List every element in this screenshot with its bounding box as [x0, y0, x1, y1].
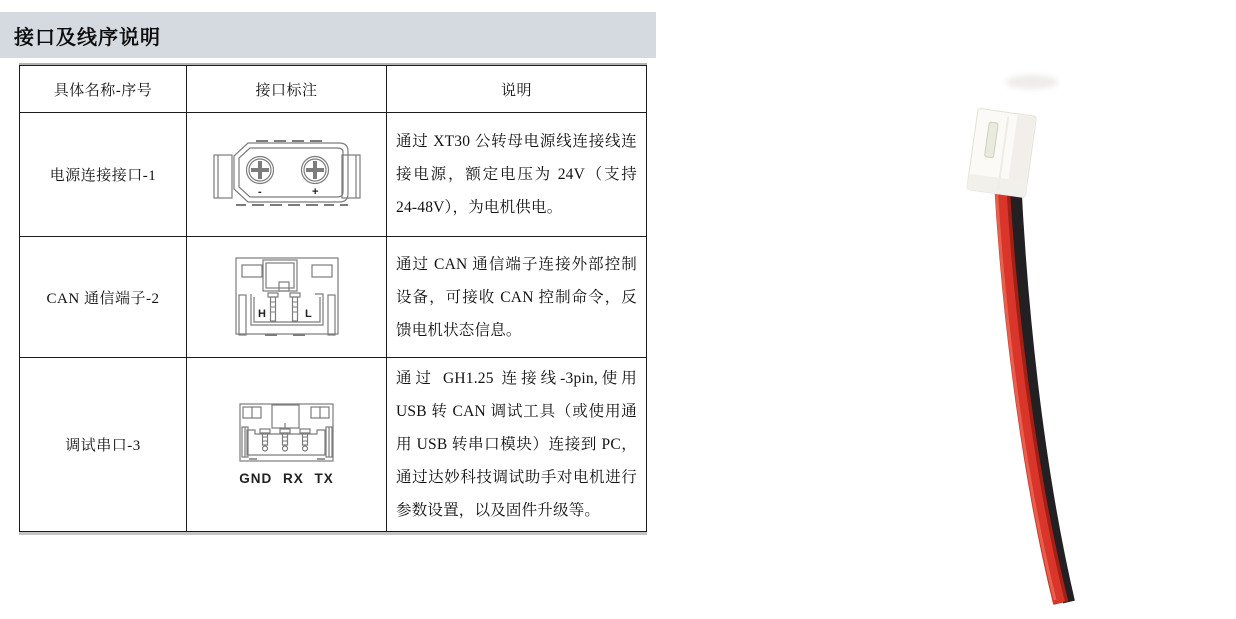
col-header-marking: 接口标注 [187, 66, 387, 113]
pin-label-minus: - [257, 185, 262, 198]
interface-name: 电源连接接口-1 [20, 113, 187, 237]
pin-caption-gnd-rx-tx: GND RX TX [239, 471, 334, 486]
pin-label-can-h: H [257, 308, 266, 320]
pin-label-can-l: L [304, 308, 312, 320]
section-title: 接口及线序说明 [14, 26, 161, 49]
diagram-cell [187, 358, 387, 532]
can-connector-diagram [235, 257, 339, 337]
interface-description: 通过 CAN 通信端子连接外部控制设备，可接收 CAN 控制命令，反馈电机状态信息。 [387, 237, 647, 358]
interface-description: 通过 XT30 公转母电源线连接线连接电源，额定电压为 24V（支持24-48V），为电机供电。 [387, 113, 647, 237]
photo-smudge [1006, 75, 1058, 89]
table-row-can [20, 237, 647, 358]
xt30-connector-diagram [212, 139, 362, 211]
diagram-cell [187, 113, 387, 237]
table-row-debug-serial [20, 358, 647, 532]
connector-photo [900, 0, 1236, 619]
interface-name: CAN 通信端子-2 [20, 237, 187, 358]
connector-housing [967, 108, 1037, 197]
diagram-cell [187, 237, 387, 358]
table-header-row [20, 66, 647, 113]
interface-name: 调试串口-3 [20, 358, 187, 532]
section-title-bar [0, 12, 656, 58]
interface-table [19, 65, 647, 532]
table-row-power [20, 113, 647, 237]
gh125-connector-diagram [239, 403, 335, 465]
col-header-description: 说明 [387, 66, 647, 113]
interface-description: 通过 GH1.25 连接线-3pin,使用 USB 转 CAN 调试工具（或使用通用 USB 转串口模块）连接到 PC，通过达妙科技调试助手对电机进行参数设置，以及固件升级等。 [387, 358, 647, 532]
pin-label-plus: + [311, 185, 318, 198]
col-header-name: 具体名称-序号 [20, 66, 187, 113]
